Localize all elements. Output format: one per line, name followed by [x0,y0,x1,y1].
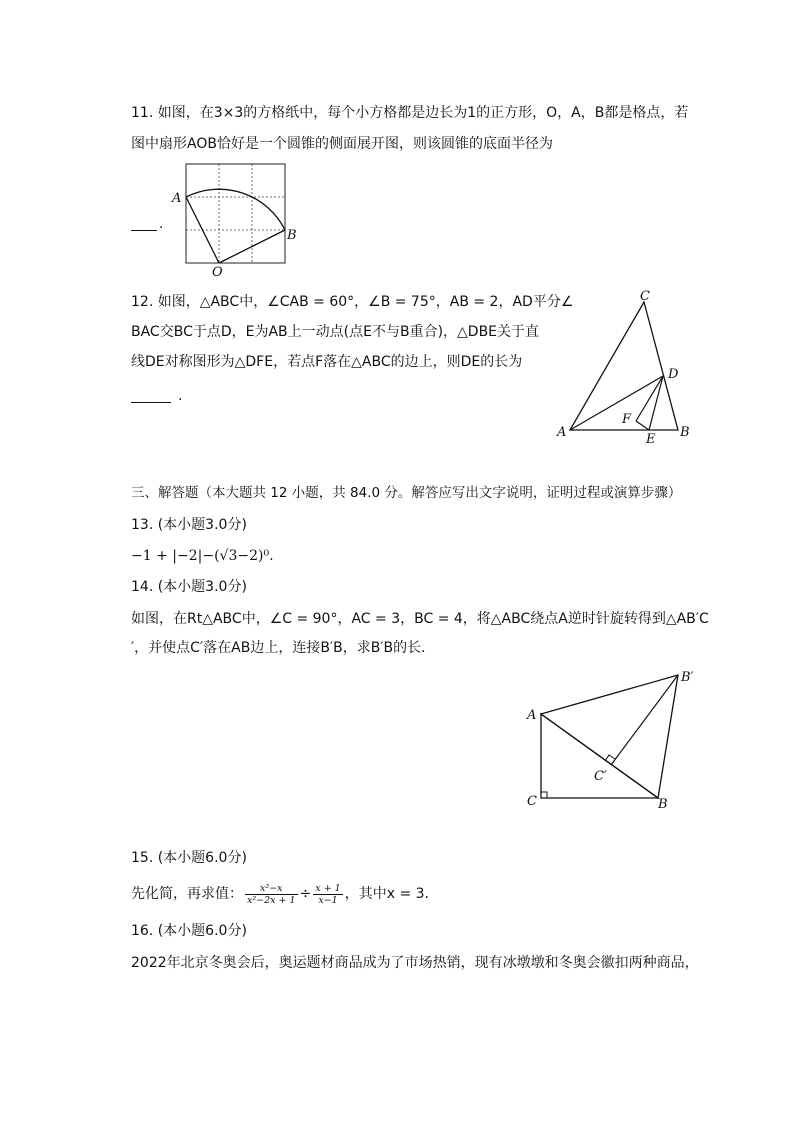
label-A: A [172,191,182,206]
segment-FE [636,421,649,430]
label-C: C [640,289,650,304]
q16-heading: 16. (本小题6.0分) [131,923,247,939]
fraction-1-denominator: x²−2x + 1 [247,894,296,906]
q12-text-line1: 12. 如图，△ABC中，∠CAB = 60°，∠B = 75°，AB = 2，AD平分∠ [131,294,574,310]
q15-expression [131,877,429,911]
fraction-2-numerator: x + 1 [315,882,341,894]
label-B: B [680,425,690,440]
label-C: C [527,794,537,809]
q12-text-line3: 线DE对称图形为△DFE，若点F落在△ABC的边上，则DE的长为 [131,354,523,370]
q15-fraction-1 [245,883,298,906]
label-B-prime: B′ [681,670,694,685]
fraction-1-numerator: x²−x [245,883,298,895]
segment-OB [219,230,285,263]
q12-end-period: . [178,388,183,404]
q11-text-line1: 11. 如图，在3×3的方格纸中，每个小方格都是边长为1的正方形，O，A，B都是格点，若 [131,105,689,121]
grid-border [186,164,285,263]
triangle-AB-prime-B [541,675,678,798]
fraction-2-denominator: x−1 [318,894,338,906]
section3-heading: 三、解答题（本大题共 12 小题，共 84.0 分。解答应写出文字说明，证明过程或演算步骤） [131,485,682,501]
label-D: D [668,367,679,382]
q14-text-line2: ′，并使点C′落在AB边上，连接B′B，求B′B的长. [131,640,426,656]
q15-heading: 15. (本小题6.0分) [131,850,247,866]
q11-grid-figure [168,160,308,280]
q15-prefix: 先化简，再求值： [131,886,243,902]
label-A: A [557,425,567,440]
q13-expression: −1 + |−2|−(√3−2)⁰. [131,548,274,564]
q14-heading: 14. (本小题3.0分) [131,579,247,595]
right-angle-mark-C [541,792,547,798]
label-A: A [527,708,537,723]
q13-heading: 13. (本小题3.0分) [131,517,247,533]
segment-DF [636,376,663,421]
label-C-prime: C′ [594,769,607,784]
right-angle-mark-C-prime [605,755,615,761]
q15-fraction-2 [313,883,342,906]
label-F: F [622,412,632,427]
sector-arc-AB [186,189,285,230]
segment-AD [570,376,663,430]
q16-text-line1: 2022年北京冬奥会后，奥运题材商品成为了市场热销，现有冰墩墩和冬奥会徽扣两种商品， [131,955,699,971]
q12-triangle-figure [550,285,710,450]
q14-text-line1: 如图，在Rt△ABC中，∠C = 90°，AC = 3，BC = 4，将△ABC绕点A逆时针旋转得到△AB′C [131,611,709,627]
segment-B-prime-C-prime [611,675,678,765]
q11-answer-blank[interactable] [131,230,157,231]
q12-answer-blank[interactable] [131,402,171,403]
q12-text-line2: BAC交BC于点D，E为AB上一动点(点E不与B重合)，△DBE关于直 [131,324,540,340]
label-O: O [212,265,223,280]
q11-text-line2: 图中扇形AOB恰好是一个圆锥的侧面展开图，则该圆锥的底面半径为 [131,136,553,152]
divide-sign: ÷ [299,886,312,902]
q14-rotation-figure [520,665,710,815]
label-B: B [658,797,668,812]
label-E: E [646,432,656,447]
segment-DE [649,376,663,430]
triangle-ABC [570,302,678,430]
q15-suffix: ，其中x = 3. [344,886,429,902]
q11-end-period: . [159,216,164,232]
label-B: B [287,228,297,243]
